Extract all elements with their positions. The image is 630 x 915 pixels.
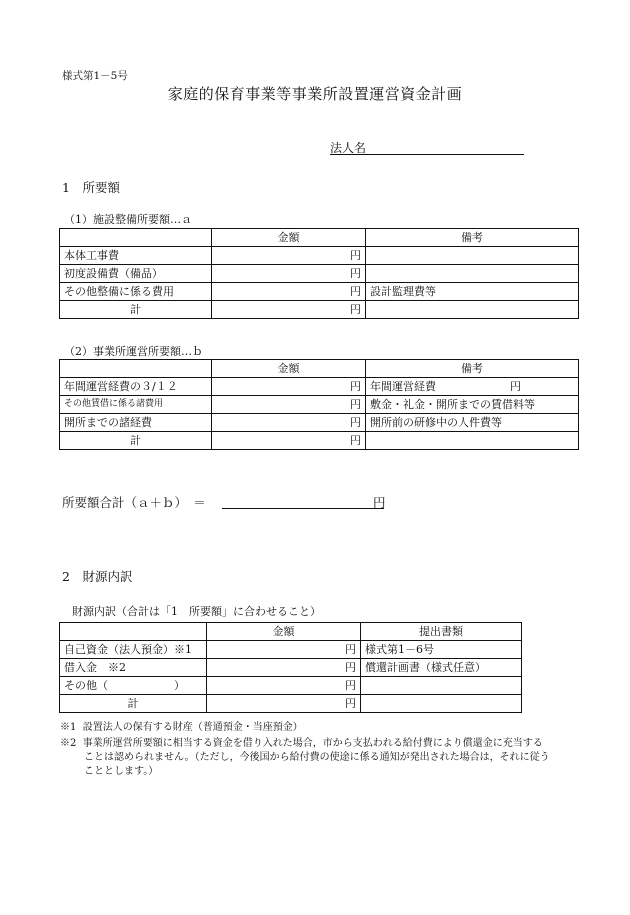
note-text: 設置法人の保有する財産（普通預金・当座預金） — [82, 722, 303, 733]
remarks-cell[interactable] — [366, 432, 579, 450]
note-mark: ※1 — [60, 722, 77, 733]
table-row — [60, 283, 579, 301]
documents-cell[interactable] — [361, 677, 522, 695]
funding-caption: 財源内訳（合計は「1 所要額」に合わせること） — [72, 605, 321, 618]
amount-cell[interactable]: 円 — [207, 695, 361, 713]
table-b-caption: （2）事業所運営所要額…ｂ — [64, 345, 203, 358]
remarks-cell[interactable] — [366, 265, 579, 283]
amount-cell[interactable]: 円 — [212, 396, 366, 414]
remarks-text: 年間運営経費 — [370, 380, 436, 393]
note-2 — [60, 737, 543, 751]
table-row — [60, 247, 579, 265]
total-label: 所要額合計（ａ＋ｂ） ＝ — [62, 495, 206, 510]
table-row — [60, 265, 579, 283]
row-item: 初度設備費（備品） — [60, 265, 212, 283]
header-remarks: 備考 — [366, 229, 579, 247]
header-amount: 金額 — [212, 229, 366, 247]
note-2-continuation: こととします。） — [84, 766, 159, 777]
note-2-continuation: ことは認められません。（ただし，今後国から給付費の使途に係る通知が発出された場合は，それに従う — [84, 752, 550, 763]
documents-cell[interactable]: 様式第1－6号 — [361, 641, 522, 659]
row-item: 開所までの諸経費 — [60, 414, 212, 432]
amount-cell[interactable]: 円 — [207, 677, 361, 695]
table-total-row — [60, 432, 579, 450]
table-row — [60, 641, 522, 659]
remarks-cell[interactable]: 設計監理費等 — [366, 283, 579, 301]
operation-cost-table — [59, 359, 579, 450]
section2-heading: 2 財源内訳 — [62, 569, 133, 584]
remarks-cell[interactable]: 敷金・礼金・開所までの賃借料等 — [366, 396, 579, 414]
header-remarks: 備考 — [366, 360, 579, 378]
amount-cell[interactable]: 円 — [212, 301, 366, 319]
amount-cell[interactable]: 円 — [212, 283, 366, 301]
total-amount-line[interactable] — [222, 508, 384, 509]
amount-cell[interactable]: 円 — [212, 378, 366, 396]
note-text: 事業所運営所要額に相当する資金を借り入れた場合，市から支払われる給付費により償還金に充当する — [82, 738, 543, 749]
amount-cell[interactable]: 円 — [212, 265, 366, 283]
table-row — [60, 659, 522, 677]
table-row — [60, 677, 522, 695]
amount-cell[interactable]: 円 — [212, 414, 366, 432]
row-item: その他賃借に係る諸費用 — [60, 396, 212, 414]
row-item: 本体工事費 — [60, 247, 212, 265]
table-header-row — [60, 623, 522, 641]
table-row — [60, 396, 579, 414]
documents-cell[interactable]: 償還計画書（様式任意） — [361, 659, 522, 677]
table-a-caption: （1）施設整備所要額…ａ — [64, 213, 192, 226]
header-amount: 金額 — [212, 360, 366, 378]
row-item: 年間運営経費の３/１２ — [60, 378, 212, 396]
section1-heading: 1 所要額 — [62, 180, 120, 195]
corporation-name-line — [330, 154, 524, 155]
remarks-unit: 円 — [510, 380, 521, 393]
row-item-total: 計 — [60, 432, 212, 450]
funding-table — [59, 622, 522, 713]
table-header-row — [60, 229, 579, 247]
form-number: 様式第1－5号 — [62, 70, 128, 82]
note-mark: ※2 — [60, 738, 77, 749]
amount-cell[interactable]: 円 — [207, 641, 361, 659]
remarks-cell[interactable] — [366, 378, 579, 396]
row-item: 借入金 ※2 — [60, 659, 207, 677]
row-item: 自己資金（法人預金）※1 — [60, 641, 207, 659]
amount-cell[interactable]: 円 — [212, 432, 366, 450]
header-cell — [60, 229, 212, 247]
row-item-total: 計 — [60, 301, 212, 319]
header-documents: 提出書類 — [361, 623, 522, 641]
documents-cell[interactable] — [361, 695, 522, 713]
table-row — [60, 414, 579, 432]
row-item: その他（ ） — [60, 677, 207, 695]
row-item: その他整備に係る費用 — [60, 283, 212, 301]
remarks-cell[interactable]: 開所前の研修中の人件費等 — [366, 414, 579, 432]
corporation-label: 法人名 — [330, 141, 367, 155]
header-amount: 金額 — [207, 623, 361, 641]
amount-cell[interactable]: 円 — [207, 659, 361, 677]
amount-cell[interactable]: 円 — [212, 247, 366, 265]
row-item-total: 計 — [60, 695, 207, 713]
table-total-row — [60, 695, 522, 713]
page-title: 家庭的保育事業等事業所設置運営資金計画 — [167, 85, 463, 103]
table-total-row — [60, 301, 579, 319]
header-cell — [60, 360, 212, 378]
total-unit: 円 — [373, 495, 386, 510]
header-cell — [60, 623, 207, 641]
table-row — [60, 378, 579, 396]
remarks-cell[interactable] — [366, 301, 579, 319]
note-1 — [60, 721, 303, 735]
table-header-row — [60, 360, 579, 378]
facility-cost-table — [59, 228, 579, 319]
remarks-cell[interactable] — [366, 247, 579, 265]
